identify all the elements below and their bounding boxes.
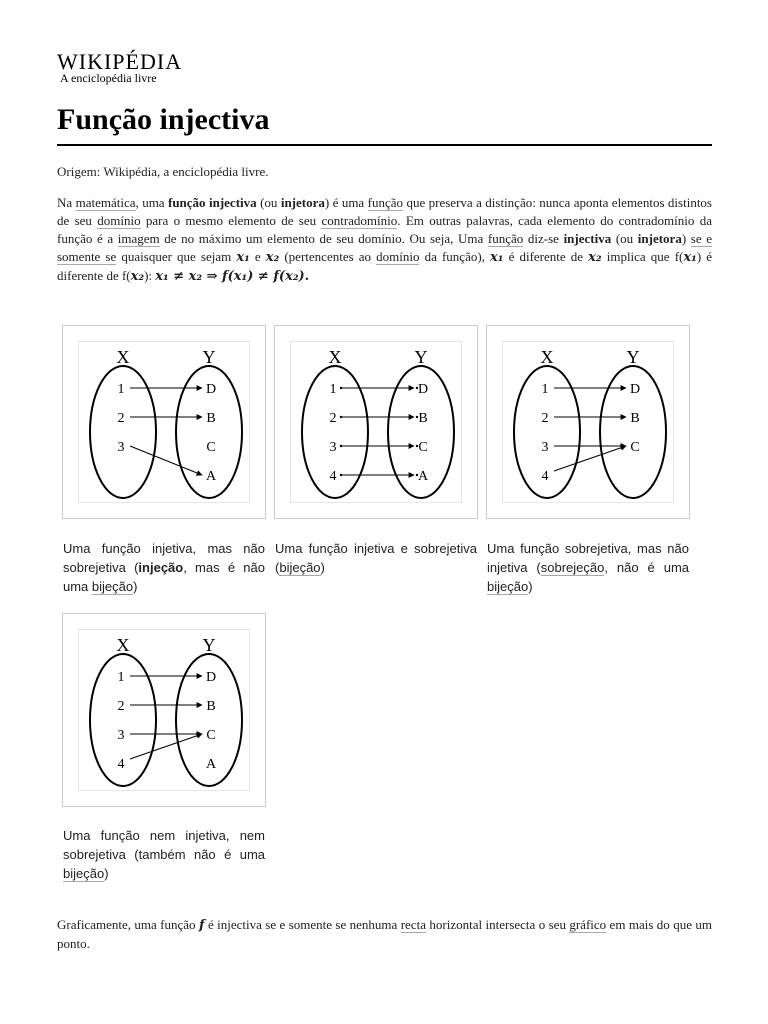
title-divider: [57, 144, 712, 146]
math-x1: x₁: [236, 250, 250, 265]
math-x1: x₁: [490, 250, 504, 265]
domain-element: 2: [117, 411, 125, 426]
domain-set-label: X: [116, 347, 130, 367]
origin-note: Origem: Wikipédia, a enciclopédia livre.: [57, 164, 269, 179]
wikipedia-wordmark[interactable]: WIKIPÉDIA: [57, 49, 183, 74]
codomain-element: B: [418, 411, 428, 426]
domain-element: 1: [329, 382, 337, 397]
page-title: Função injectiva: [57, 103, 270, 136]
domain-element: 3: [117, 440, 125, 455]
mapping-diagram-bijection: [275, 326, 479, 520]
link-sobrejecao[interactable]: sobrejeção: [540, 560, 605, 575]
codomain-element: D: [205, 382, 217, 397]
link-bijecao[interactable]: bijeção: [487, 579, 529, 594]
domain-element: 2: [541, 411, 549, 426]
domain-element: 4: [541, 469, 549, 484]
codomain-element: C: [630, 440, 640, 455]
term-injetora-2: injetora: [637, 231, 682, 246]
codomain-element: B: [206, 411, 216, 426]
figure-neither[interactable]: [62, 613, 266, 807]
intro-paragraph: Na matemática, uma função injectiva (ou injetora) é uma função que preserva a distinção: nunca aponta elementos distintos de seu domínio para o mesmo elemento de seu contradomínio. Em outras palavras, cada elemento do contradomínio da função é a imagem de no máximo um elemento de seu domínio. Ou seja, Uma função diz-se injectiva (ou injetora) se e somente se quaisquer que sejam x₁ e x₂ (pertencentes ao domínio da função), x₁ é diferente de x₂ implica que f(x₁) é diferente de f(x₂): x₁ ≠ x₂ ⇒ f(x₁) ≠ f(x₂).: [57, 195, 713, 284]
codomain-element: A: [205, 469, 217, 484]
mapping-arrow: [130, 734, 202, 759]
domain-element: 2: [117, 699, 125, 714]
codomain-element: A: [205, 757, 217, 772]
link-imagem[interactable]: imagem: [117, 231, 160, 246]
figure-injection[interactable]: [62, 325, 266, 519]
domain-element: 1: [541, 382, 549, 397]
domain-element: 3: [329, 440, 337, 455]
domain-set-label: X: [116, 635, 130, 655]
figure-caption-bijection: Uma função injetiva e sobrejetiva (bijeção): [275, 541, 477, 575]
codomain-element: D: [417, 382, 429, 397]
link-bijecao[interactable]: bijeção: [279, 560, 321, 575]
figure-caption-neither: Uma função nem injetiva, nem sobrejetiva (também não é uma bijeção): [63, 828, 265, 881]
wikipedia-tagline: A enciclopédia livre: [60, 71, 157, 85]
codomain-element: D: [629, 382, 641, 397]
codomain-element: D: [205, 670, 217, 685]
mapping-diagram-surjection: [487, 326, 691, 520]
domain-element: 3: [117, 728, 125, 743]
figure-surjection[interactable]: [486, 325, 690, 519]
math-x2: x₂: [130, 269, 145, 284]
link-recta[interactable]: recta: [400, 917, 426, 932]
codomain-element: B: [630, 411, 640, 426]
term-injecao: injeção: [138, 560, 184, 575]
link-funcao[interactable]: função: [367, 195, 404, 210]
codomain-element: B: [206, 699, 216, 714]
domain-set-label: X: [328, 347, 342, 367]
mapping-arrow: [130, 446, 202, 475]
term-injectiva: injectiva: [563, 231, 612, 246]
codomain-element: A: [417, 469, 429, 484]
link-dominio[interactable]: domínio: [97, 213, 141, 228]
codomain-element: C: [418, 440, 428, 455]
domain-element: 3: [541, 440, 549, 455]
link-bijecao[interactable]: bijeção: [63, 866, 105, 881]
math-x2: x₂: [265, 250, 280, 265]
codomain-set-label: Y: [626, 347, 640, 367]
codomain-set-label: Y: [414, 347, 428, 367]
domain-set-label: X: [540, 347, 554, 367]
codomain-set-label: Y: [202, 347, 216, 367]
link-contradominio[interactable]: contradomínio: [321, 213, 398, 228]
domain-element: 4: [117, 757, 125, 772]
link-bijecao[interactable]: bijeção: [91, 579, 134, 594]
mapping-diagram-neither: [63, 614, 267, 808]
codomain-element: C: [206, 440, 216, 455]
figure-bijection[interactable]: [274, 325, 478, 519]
term-funcao-injectiva: função injectiva: [168, 195, 257, 210]
math-x2: x₂: [588, 250, 602, 265]
mapping-arrow: [554, 446, 626, 471]
link-se-e-somente-se[interactable]: se e somente se: [57, 231, 712, 264]
math-f: f: [198, 918, 205, 933]
codomain-element: C: [206, 728, 216, 743]
math-x1: x₁: [683, 250, 697, 265]
mapping-diagram-injection: [63, 326, 267, 520]
domain-element: 4: [329, 469, 337, 484]
codomain-set-label: Y: [202, 635, 216, 655]
term-injetora: injetora: [280, 195, 325, 210]
domain-element: 1: [117, 670, 125, 685]
figure-caption-injection: Uma função injetiva, mas não sobrejetiva (injeção, mas é não uma bijeção): [63, 541, 265, 594]
link-grafico[interactable]: gráfico: [569, 917, 607, 932]
math-formula: x₁ ≠ x₂ ⇒ f(x₁) ≠ f(x₂).: [155, 269, 310, 284]
link-dominio-2[interactable]: domínio: [376, 249, 420, 264]
link-funcao-2[interactable]: função: [487, 231, 524, 246]
link-matematica[interactable]: matemática: [75, 195, 136, 210]
domain-element: 2: [329, 411, 337, 426]
graph-paragraph: Graficamente, uma função f é injectiva se e somente se nenhuma recta horizontal intersecta o seu gráfico em mais do que um ponto.: [57, 917, 712, 951]
domain-element: 1: [117, 382, 125, 397]
figure-caption-surjection: Uma função sobrejetiva, mas não injetiva (sobrejeção, não é uma bijeção): [487, 541, 689, 594]
